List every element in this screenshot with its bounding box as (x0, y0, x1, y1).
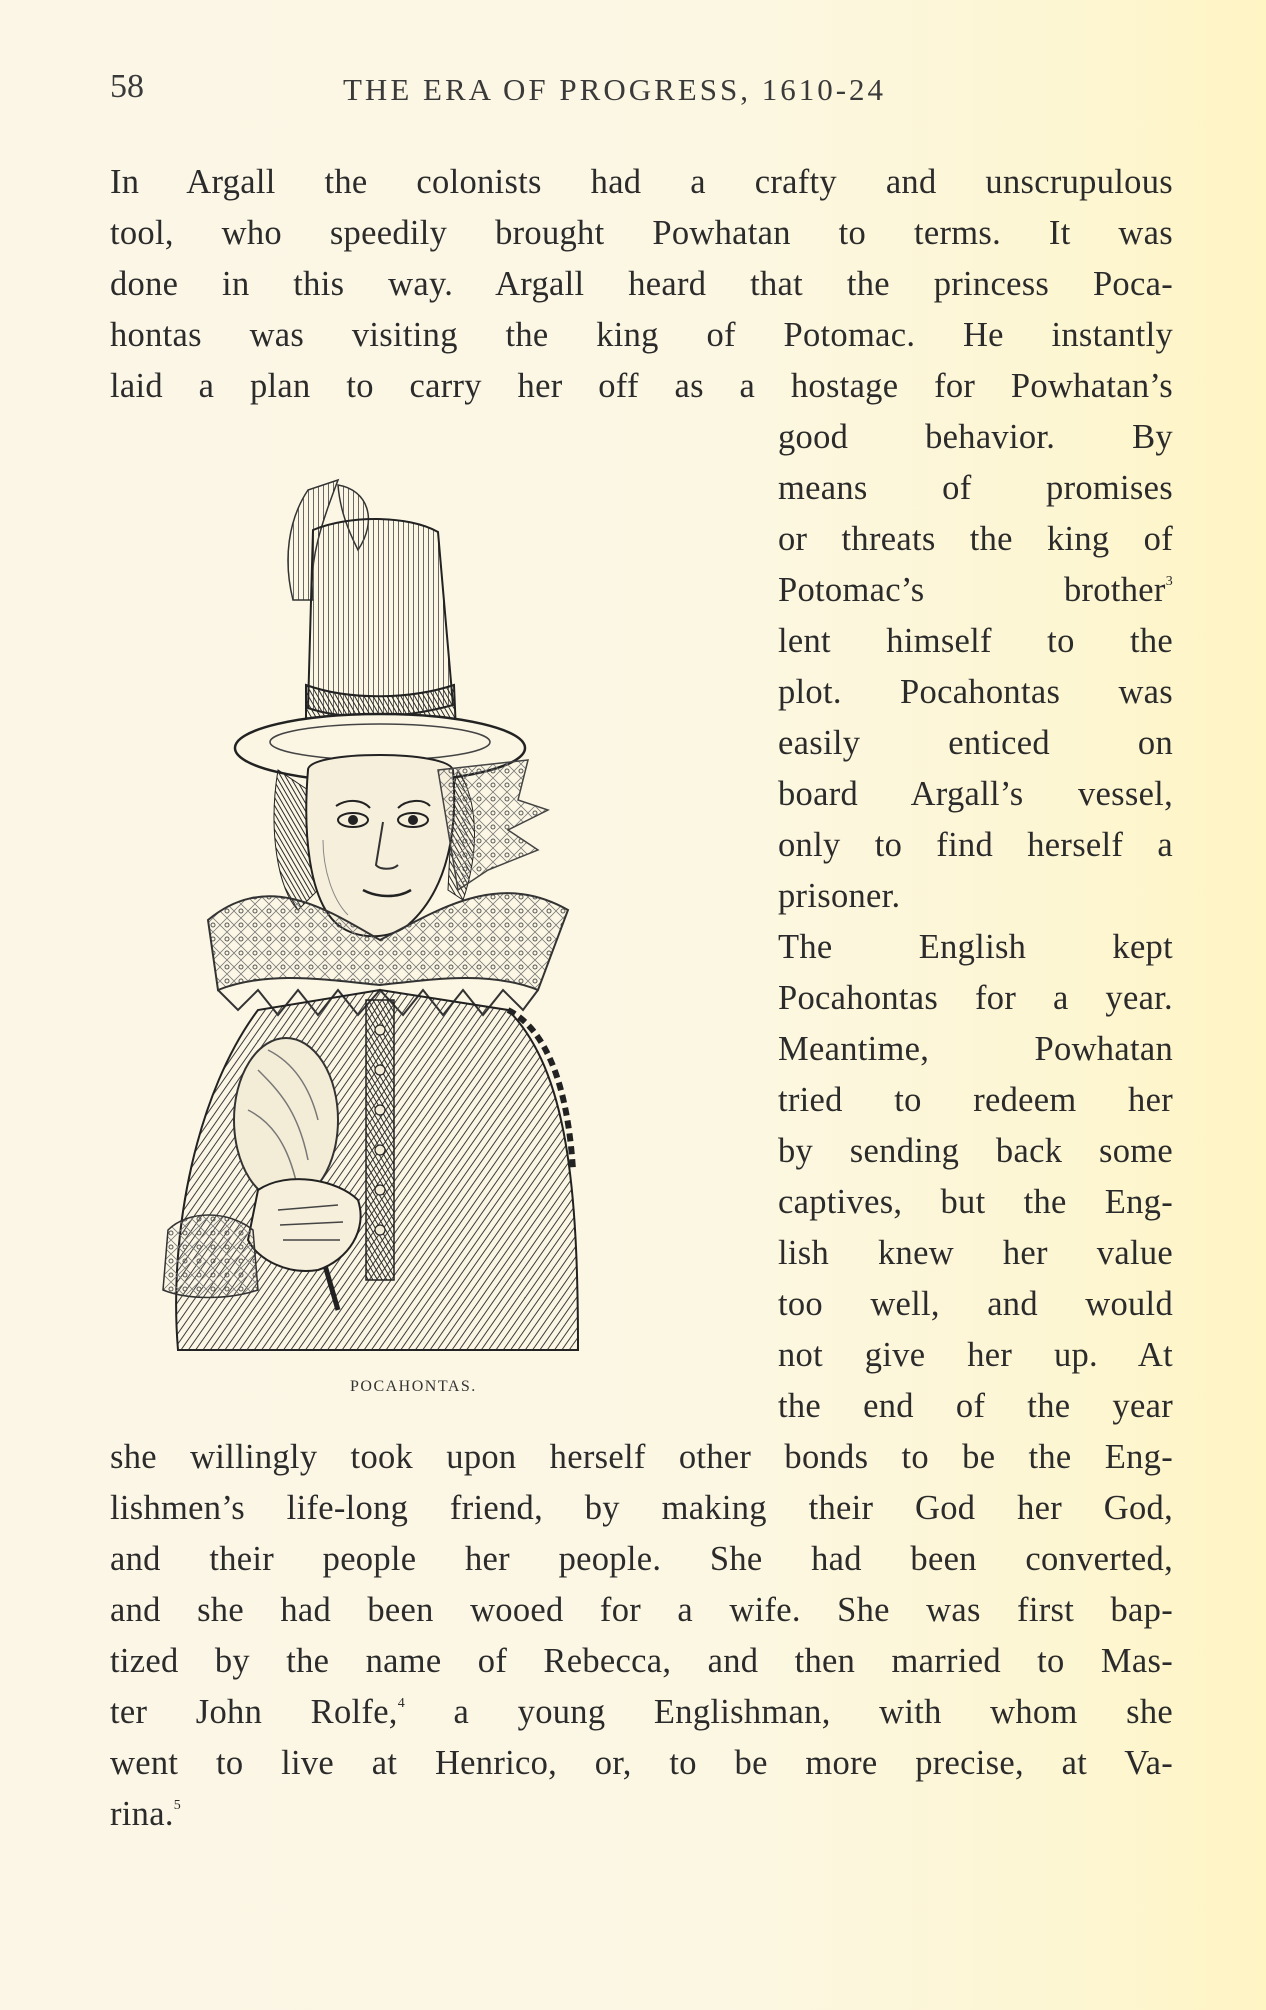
text-line: board Argall’s vessel, (778, 775, 1173, 813)
text-line: by sending back some (778, 1132, 1173, 1170)
text-line: done in this way. Argall heard that the princess Poca- (110, 265, 1173, 303)
text-line: hontas was visiting the king of Potomac. He instantly (110, 316, 1173, 354)
text-line (110, 1687, 1173, 1737)
text-line: only to find herself a (778, 826, 1173, 864)
text-span: a young Englishman, with whom she (405, 1693, 1173, 1731)
text-line: too well, and would (778, 1285, 1173, 1323)
page-number: 58 (110, 68, 144, 105)
running-header (110, 68, 940, 116)
text-line: lishmen’s life-long friend, by making their God her God, (110, 1489, 1173, 1527)
footnote-ref: 5 (173, 1798, 182, 1813)
text-line: lent himself to the (778, 622, 1173, 660)
text-span: Potomac’s brother (778, 571, 1166, 609)
text-line: and she had been wooed for a wife. She was first bap- (110, 1591, 1173, 1629)
text-span: rina. (110, 1795, 174, 1833)
text-line: In Argall the colonists had a crafty and unscrupulous (110, 163, 1173, 201)
text-line: and their people her people. She had been converted, (110, 1540, 1173, 1578)
text-line: went to live at Henrico, or, to be more precise, at Va- (110, 1744, 1173, 1782)
text-line: means of promises (778, 469, 1173, 507)
pocahontas-portrait-illustration (108, 470, 768, 1370)
text-line: lish knew her value (778, 1234, 1173, 1272)
running-title: THE ERA OF PROGRESS, 1610-24 (343, 72, 887, 107)
text-line: good behavior. By (778, 418, 1173, 456)
figure-caption: POCAHONTAS. (350, 1378, 477, 1395)
text-line: the end of the year (778, 1387, 1173, 1425)
text-line: tized by the name of Rebecca, and then married to Mas- (110, 1642, 1173, 1680)
text-line: laid a plan to carry her off as a hostage for Powhatan’s (110, 367, 1173, 405)
text-line: tried to redeem her (778, 1081, 1173, 1119)
text-line: easily enticed on (778, 724, 1173, 762)
text-line: tool, who speedily brought Powhatan to terms. It was (110, 214, 1173, 252)
text-line: captives, but the Eng- (778, 1183, 1173, 1221)
footnote-ref: 3 (1165, 574, 1173, 589)
text-line: plot. Pocahontas was (778, 673, 1173, 711)
text-line: Pocahontas for a year. (778, 979, 1173, 1017)
text-line (778, 565, 1173, 615)
text-span: ter John Rolfe, (110, 1693, 398, 1731)
footnote-ref: 4 (397, 1696, 406, 1711)
text-line: prisoner. (778, 877, 901, 915)
text-line (110, 1789, 1173, 1839)
text-line: she willingly took upon herself other bonds to be the Eng- (110, 1438, 1173, 1476)
text-line: not give her up. At (778, 1336, 1173, 1374)
text-line: The English kept (778, 928, 1173, 966)
text-line: or threats the king of (778, 520, 1173, 558)
text-line: Meantime, Powhatan (778, 1030, 1173, 1068)
